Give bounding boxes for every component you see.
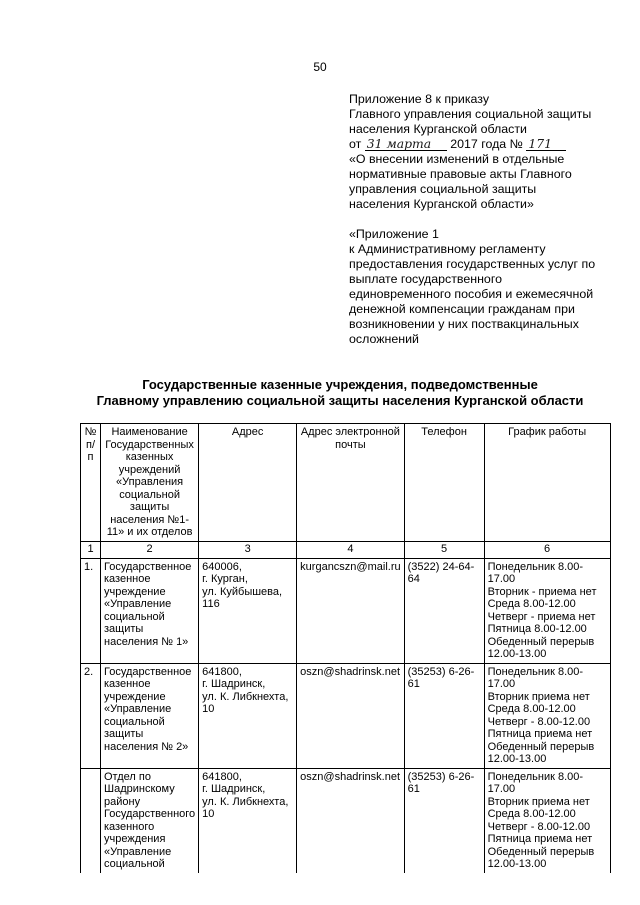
- text-line: Государственных: [105, 438, 194, 451]
- header-name: [101, 424, 199, 542]
- column-number-row: [81, 541, 611, 558]
- text-line: Четверг - 8.00-12.00: [487, 715, 591, 728]
- institution-address: [199, 768, 297, 873]
- text-line: Шадринскому: [104, 783, 175, 795]
- text-line: 10: [202, 808, 215, 820]
- text-line: Адрес: [231, 426, 264, 438]
- institution-email: oszn@shadrinsk.net: [297, 663, 404, 768]
- text-line: Государственное: [104, 560, 192, 573]
- text-line: 116: [202, 598, 220, 610]
- appendix-date-line: [349, 137, 614, 152]
- text-line: Понедельник 8.00-17.00: [487, 665, 584, 690]
- appendix-line: населения Курганской области»: [349, 197, 534, 211]
- appendix-line: населения Курганской области: [349, 122, 527, 136]
- text-line: защиты: [104, 728, 144, 740]
- appendix-line: Главного управления социальной защиты: [349, 107, 592, 121]
- text-line: 11» и их отделов: [106, 526, 193, 538]
- text-line: ул. К. Либкнехта,: [202, 690, 289, 703]
- text-line: учреждения: [104, 833, 166, 845]
- institution-phone: [404, 558, 484, 663]
- text-line: «Управление: [104, 598, 172, 610]
- column-number: 1: [81, 541, 101, 558]
- text-line: социальной: [119, 488, 180, 501]
- text-line: Вторник приема нет: [487, 795, 590, 808]
- text-line: Государственное: [104, 665, 192, 678]
- text-line: Пятница 8.00-12.00: [487, 623, 587, 635]
- header-email: [297, 424, 404, 542]
- text-line: 640006,: [202, 560, 242, 573]
- text-line: ул. Куйбышева,: [202, 585, 283, 598]
- institution-schedule: [484, 558, 610, 663]
- header-address: [199, 424, 297, 542]
- text-line: Адрес электронной: [300, 426, 400, 438]
- row-number: 1.: [81, 558, 101, 663]
- appendix2-line: возникновении у них поствакцинальных: [349, 317, 579, 331]
- table-header-row: [81, 424, 611, 542]
- appendix2-line: предоставления государственных услуг по: [349, 257, 596, 271]
- text-line: Понедельник 8.00-17.00: [487, 770, 584, 795]
- text-line: Обеденный перерыв: [487, 740, 595, 753]
- text-line: Среда 8.00-12.00: [487, 703, 576, 715]
- text-line: социальной: [104, 715, 165, 728]
- text-line: Вторник - приема нет: [487, 585, 597, 598]
- column-number: 4: [297, 541, 404, 558]
- text-line: населения № 2»: [104, 740, 189, 753]
- text-line: Вторник приема нет: [487, 690, 590, 703]
- text-line: социальной: [104, 610, 165, 623]
- text-line: График работы: [508, 426, 587, 438]
- text-line: 61: [407, 783, 420, 795]
- text-line: Четверг - приема нет: [487, 610, 596, 623]
- text-line: «Управление: [104, 703, 172, 715]
- text-line: социальной: [104, 858, 165, 870]
- text-line: казенных: [125, 451, 174, 463]
- text-line: г. Шадринск,: [202, 783, 266, 795]
- appendix-line: нормативные правовые акты Главного: [349, 167, 572, 181]
- text-line: 64: [407, 573, 420, 585]
- appendix2-line: выплате государственного: [349, 272, 502, 286]
- handwritten-date: 31 марта: [365, 138, 447, 151]
- date-middle: 2017 года №: [450, 137, 523, 151]
- document-title-line-1: Государственные казенные учреждения, подведомственные: [142, 377, 538, 392]
- text-line: «Управления: [116, 476, 184, 488]
- text-line: Пятница приема нет: [487, 833, 593, 845]
- text-line: учреждение: [104, 690, 166, 703]
- text-line: Четверг - 8.00-12.00: [487, 820, 591, 833]
- text-line: 641800,: [202, 770, 242, 783]
- table-row: [81, 558, 611, 663]
- appendix2-line: к Административному регламенту: [349, 242, 546, 256]
- institution-address: [199, 558, 297, 663]
- appendix2-line: денежной компенсации гражданам при: [349, 302, 575, 316]
- text-line: учреждений: [118, 463, 181, 476]
- table-row: [81, 768, 611, 873]
- text-line: п/п: [85, 438, 95, 463]
- text-line: (35253) 6-26-: [407, 665, 475, 678]
- text-line: населения №1-: [110, 513, 189, 526]
- text-line: району: [104, 795, 141, 808]
- text-line: Отдел по: [104, 770, 151, 783]
- institutions-table: [80, 423, 611, 873]
- text-line: ул. К. Либкнехта,: [202, 795, 289, 808]
- institution-schedule: [484, 768, 610, 873]
- institution-phone: [404, 768, 484, 873]
- row-number: [81, 768, 101, 873]
- text-line: учреждение: [104, 585, 166, 598]
- text-line: Телефон: [421, 426, 467, 438]
- appendix-line: «О внесении изменений в отдельные: [349, 152, 565, 166]
- text-line: 10: [202, 703, 215, 715]
- text-line: (35253) 6-26-: [407, 770, 475, 783]
- text-line: (3522) 24-64-: [407, 560, 475, 573]
- text-line: 12.00-13.00: [487, 858, 547, 870]
- column-number: 2: [101, 541, 199, 558]
- institution-phone: [404, 663, 484, 768]
- institution-email: oszn@shadrinsk.net: [297, 768, 404, 873]
- text-line: защиты: [104, 623, 144, 635]
- appendix2-line: «Приложение 1: [349, 227, 439, 241]
- text-line: Государственного: [104, 808, 196, 820]
- appendix2-line: осложнений: [349, 332, 419, 346]
- text-line: «Управление: [104, 845, 172, 858]
- page-number: 50: [313, 60, 327, 74]
- header-num: [81, 424, 101, 542]
- institution-name: [101, 768, 199, 873]
- appendix-line: управления социальной защиты: [349, 182, 537, 196]
- text-line: Наименование: [111, 426, 188, 438]
- document-title-line-2: Главному управлению социальной защиты населения Курганской области: [96, 393, 584, 408]
- appendix2-line: единовременного пособия и ежемесячной: [349, 287, 594, 301]
- header-phone: [404, 424, 484, 542]
- text-line: г. Шадринск,: [202, 678, 266, 690]
- text-line: Пятница приема нет: [487, 728, 593, 740]
- date-prefix: от: [349, 137, 362, 151]
- text-line: Обеденный перерыв: [487, 845, 595, 858]
- header-schedule: [484, 424, 610, 542]
- text-line: 12.00-13.00: [487, 648, 547, 660]
- text-line: 12.00-13.00: [487, 753, 547, 765]
- text-line: 61: [407, 678, 420, 690]
- column-number: 3: [199, 541, 297, 558]
- text-line: защиты: [129, 501, 170, 513]
- text-line: Понедельник 8.00-17.00: [487, 560, 584, 585]
- text-line: 641800,: [202, 665, 242, 678]
- row-number: 2.: [81, 663, 101, 768]
- text-line: почты: [335, 438, 366, 451]
- institution-name: [101, 558, 199, 663]
- institution-name: [101, 663, 199, 768]
- text-line: Среда 8.00-12.00: [487, 598, 576, 610]
- text-line: населения № 1»: [104, 635, 189, 648]
- text-line: казенное: [104, 678, 151, 690]
- text-line: г. Курган,: [202, 573, 248, 585]
- text-line: казенное: [104, 573, 151, 585]
- text-line: №: [84, 426, 97, 438]
- column-number: 5: [404, 541, 484, 558]
- institution-schedule: [484, 663, 610, 768]
- appendix-line: Приложение 8 к приказу: [349, 92, 490, 106]
- institution-address: [199, 663, 297, 768]
- text-line: Обеденный перерыв: [487, 635, 595, 648]
- table-row: [81, 663, 611, 768]
- institution-email: kurgancszn@mail.ru: [297, 558, 404, 663]
- appendix-header: [349, 92, 614, 347]
- column-number: 6: [484, 541, 610, 558]
- handwritten-number: 171: [526, 138, 566, 151]
- text-line: казенного: [104, 820, 155, 833]
- text-line: Среда 8.00-12.00: [487, 808, 576, 820]
